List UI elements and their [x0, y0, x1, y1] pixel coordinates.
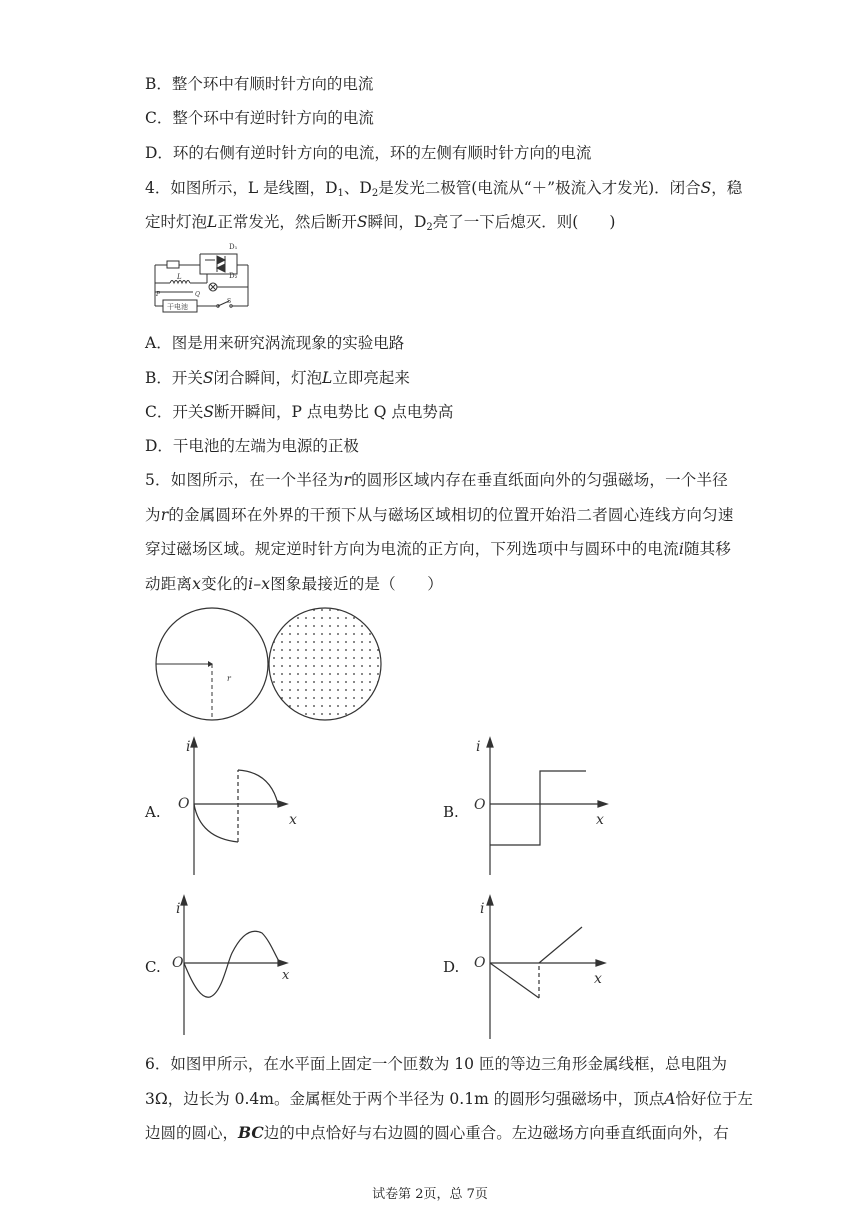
circuit-s-label: S: [227, 298, 232, 305]
graph-a-origin: O: [178, 796, 190, 812]
q6-stem-line1: 6．如图甲所示，在水平面上固定一个匝数为 10 匝的等边三角形金属线框，总电阻为: [145, 1055, 727, 1073]
q4-circuit-diagram: [145, 240, 255, 315]
q5-ring-and-field-figure: [150, 606, 390, 722]
circuit-d2-label: D₂: [229, 272, 238, 280]
q5-graph-c: [172, 893, 312, 1041]
q5-graph-d: [468, 893, 618, 1043]
circuit-q-label: Q: [195, 291, 200, 298]
graph-d-x-label: x: [594, 971, 602, 987]
q5-option-b-label: B.: [443, 803, 459, 821]
graph-c-i-label: i: [176, 901, 181, 917]
ring-radius-label: r: [227, 674, 231, 683]
page-footer: 试卷第 2页，总 7页: [372, 1187, 488, 1202]
graph-c-x-label: x: [282, 968, 290, 983]
graph-b-i-label: i: [476, 739, 481, 755]
graph-a-i-label: i: [186, 739, 191, 755]
graph-b-x-label: x: [596, 812, 604, 828]
q6-stem-line3: 边圆的圆心，BC边的中点恰好与右边圆的圆心重合。左边磁场方向垂直纸面向外，右: [145, 1123, 729, 1142]
circuit-l-label: L: [177, 273, 182, 281]
q4-option-b: B．开关S闭合瞬间，灯泡L立即亮起来: [145, 369, 410, 387]
q5-graph-b: [468, 735, 618, 885]
q6-stem-line2: 3Ω，边长为 0.4m。金属框处于两个半径为 0.1m 的圆形匀强磁场中，顶点A恰好位于左: [145, 1090, 753, 1108]
q5-option-c-label: C.: [145, 958, 161, 976]
graph-b-origin: O: [474, 797, 486, 813]
q3-option-d: D．环的右侧有逆时针方向的电流，环的左侧有顺时针方向的电流: [145, 144, 592, 162]
circuit-battery-label: 干电池: [167, 303, 188, 311]
q4-stem-line1: 4．如图所示，L 是线圈，$D_1$、$D_2$是发光二极管(电流从“＋”极流入才发光)．闭合S，稳: [145, 179, 743, 199]
q5-stem-line4: 动距离x变化的i–x图象最接近的是（ ）: [145, 575, 443, 593]
circuit-p-label: P: [156, 291, 161, 298]
graph-c-origin: O: [172, 955, 184, 971]
circuit-d1-label: D₁: [229, 243, 238, 251]
q5-graph-a: [172, 735, 312, 885]
q3-option-c: C．整个环中有逆时针方向的电流: [145, 109, 374, 127]
q4-option-a: A．图是用来研究涡流现象的实验电路: [145, 334, 405, 352]
graph-a-x-label: x: [289, 812, 297, 828]
q5-stem-line3: 穿过磁场区域。规定逆时针方向为电流的正方向，下列选项中与圆环中的电流i随其移: [145, 540, 732, 558]
q5-option-a-label: A.: [145, 803, 161, 821]
q3-option-b: B．整个环中有顺时针方向的电流: [145, 75, 374, 93]
q4-option-d: D．干电池的左端为电源的正极: [145, 437, 359, 455]
graph-d-i-label: i: [480, 901, 485, 917]
graph-d-origin: O: [474, 955, 486, 971]
q4-stem-line2: 定时灯泡L正常发光，然后断开S瞬间，$D_2$亮了一下后熄灭．则( ): [145, 213, 616, 233]
q5-stem-line1: 5．如图所示，在一个半径为r的圆形区域内存在垂直纸面向外的匀强磁场，一个半径: [145, 471, 728, 489]
q5-option-d-label: D.: [443, 958, 460, 976]
q4-option-c: C．开关S断开瞬间，P 点电势比 Q 点电势高: [145, 403, 454, 421]
q5-stem-line2: 为r的金属圆环在外界的干预下从与磁场区域相切的位置开始沿二者圆心连线方向匀速: [145, 506, 734, 524]
